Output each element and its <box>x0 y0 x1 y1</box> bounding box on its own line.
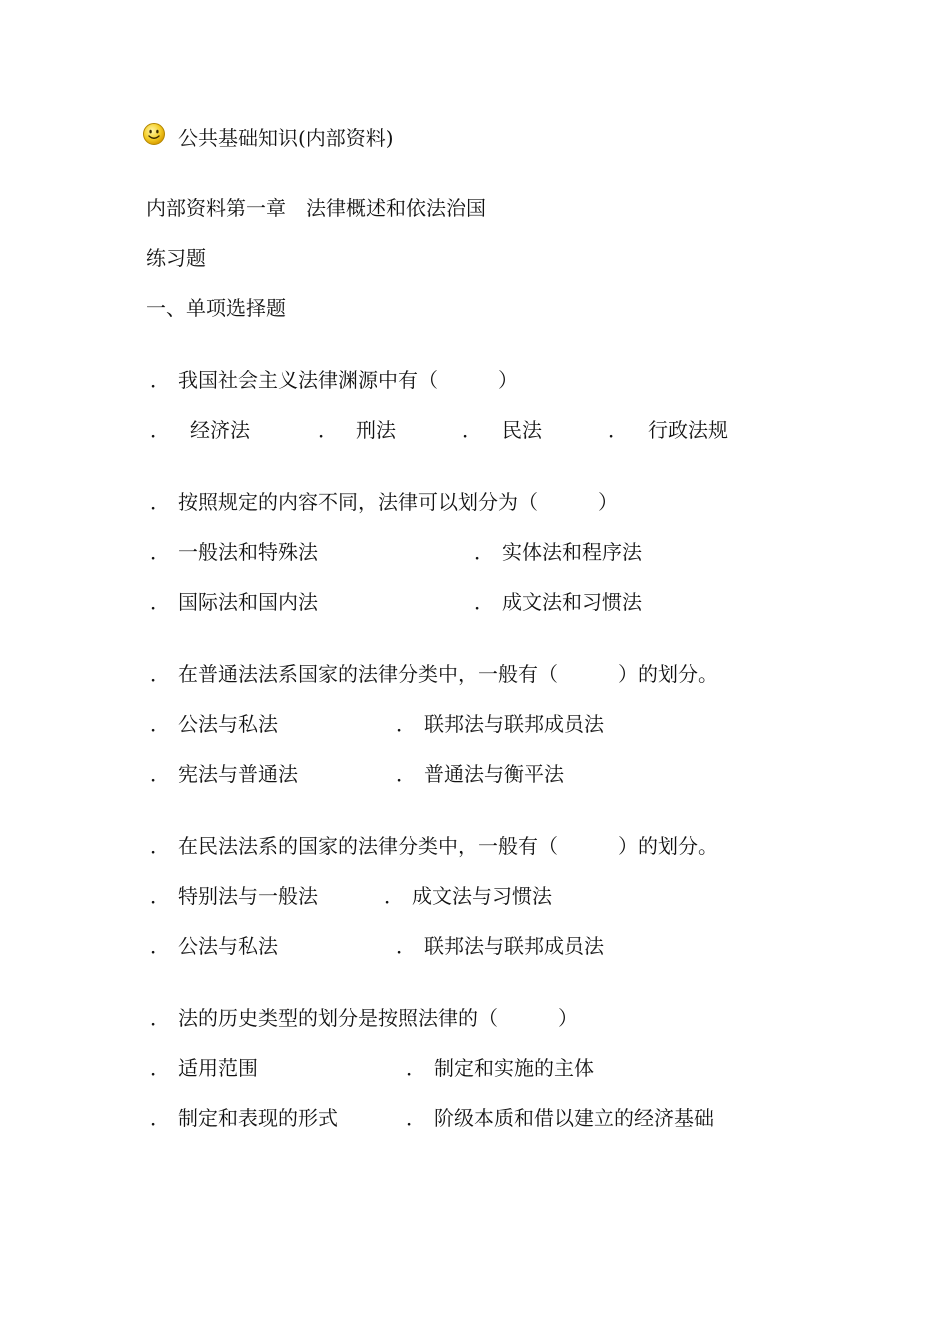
option-dot: ． <box>150 762 170 786</box>
option-dot: ． <box>150 590 170 614</box>
option-dot: ． <box>150 418 170 442</box>
question-dot: ． <box>150 662 170 686</box>
option-dot: ． <box>384 884 404 908</box>
question-stem: 法的历史类型的划分是按照法律的（ ） <box>178 1006 578 1030</box>
chapter-heading: 内部资料第一章 法律概述和依法治国 <box>146 196 486 220</box>
option-c: 民法 <box>502 418 542 442</box>
option-dot: ． <box>474 590 494 614</box>
option-dot: ． <box>474 540 494 564</box>
option-d: 成文法和习惯法 <box>502 590 642 614</box>
option-dot: ． <box>150 1106 170 1130</box>
question-stem: 在民法法系的国家的法律分类中，一般有（ ）的划分。 <box>178 834 718 858</box>
option-dot: ． <box>150 1056 170 1080</box>
option-a: 经济法 <box>190 418 250 442</box>
practice-heading: 练习题 <box>146 246 206 270</box>
option-dot: ． <box>150 934 170 958</box>
question-dot: ． <box>150 1006 170 1030</box>
option-dot: ． <box>396 934 416 958</box>
option-d: 行政法规 <box>648 418 728 442</box>
option-a: 一般法和特殊法 <box>178 540 318 564</box>
section-heading: 一、单项选择题 <box>146 296 286 320</box>
question-stem: 我国社会主义法律渊源中有（ ） <box>178 368 518 392</box>
option-b: 刑法 <box>356 418 396 442</box>
option-dot: ． <box>462 418 482 442</box>
option-dot: ． <box>150 540 170 564</box>
option-c: 制定和表现的形式 <box>178 1106 338 1130</box>
option-d: 阶级本质和借以建立的经济基础 <box>434 1106 714 1130</box>
option-dot: ． <box>396 762 416 786</box>
option-dot: ． <box>406 1056 426 1080</box>
question-dot: ． <box>150 368 170 392</box>
option-b: 制定和实施的主体 <box>434 1056 594 1080</box>
option-a: 特别法与一般法 <box>178 884 318 908</box>
smiley-icon <box>142 122 166 146</box>
option-a: 适用范围 <box>178 1056 258 1080</box>
option-c: 宪法与普通法 <box>178 762 298 786</box>
document-title: 公共基础知识(内部资料) <box>178 126 394 150</box>
option-b: 实体法和程序法 <box>502 540 642 564</box>
option-d: 普通法与衡平法 <box>424 762 564 786</box>
option-dot: ． <box>150 884 170 908</box>
option-b: 成文法与习惯法 <box>412 884 552 908</box>
option-c: 公法与私法 <box>178 934 278 958</box>
option-dot: ． <box>150 712 170 736</box>
question-stem: 按照规定的内容不同，法律可以划分为（ ） <box>178 490 618 514</box>
option-dot: ． <box>396 712 416 736</box>
option-c: 国际法和国内法 <box>178 590 318 614</box>
option-dot: ． <box>318 418 338 442</box>
option-b: 联邦法与联邦成员法 <box>424 712 604 736</box>
option-dot: ． <box>406 1106 426 1130</box>
option-a: 公法与私法 <box>178 712 278 736</box>
option-dot: ． <box>608 418 628 442</box>
question-dot: ． <box>150 834 170 858</box>
question-stem: 在普通法法系国家的法律分类中，一般有（ ）的划分。 <box>178 662 718 686</box>
question-dot: ． <box>150 490 170 514</box>
option-d: 联邦法与联邦成员法 <box>424 934 604 958</box>
